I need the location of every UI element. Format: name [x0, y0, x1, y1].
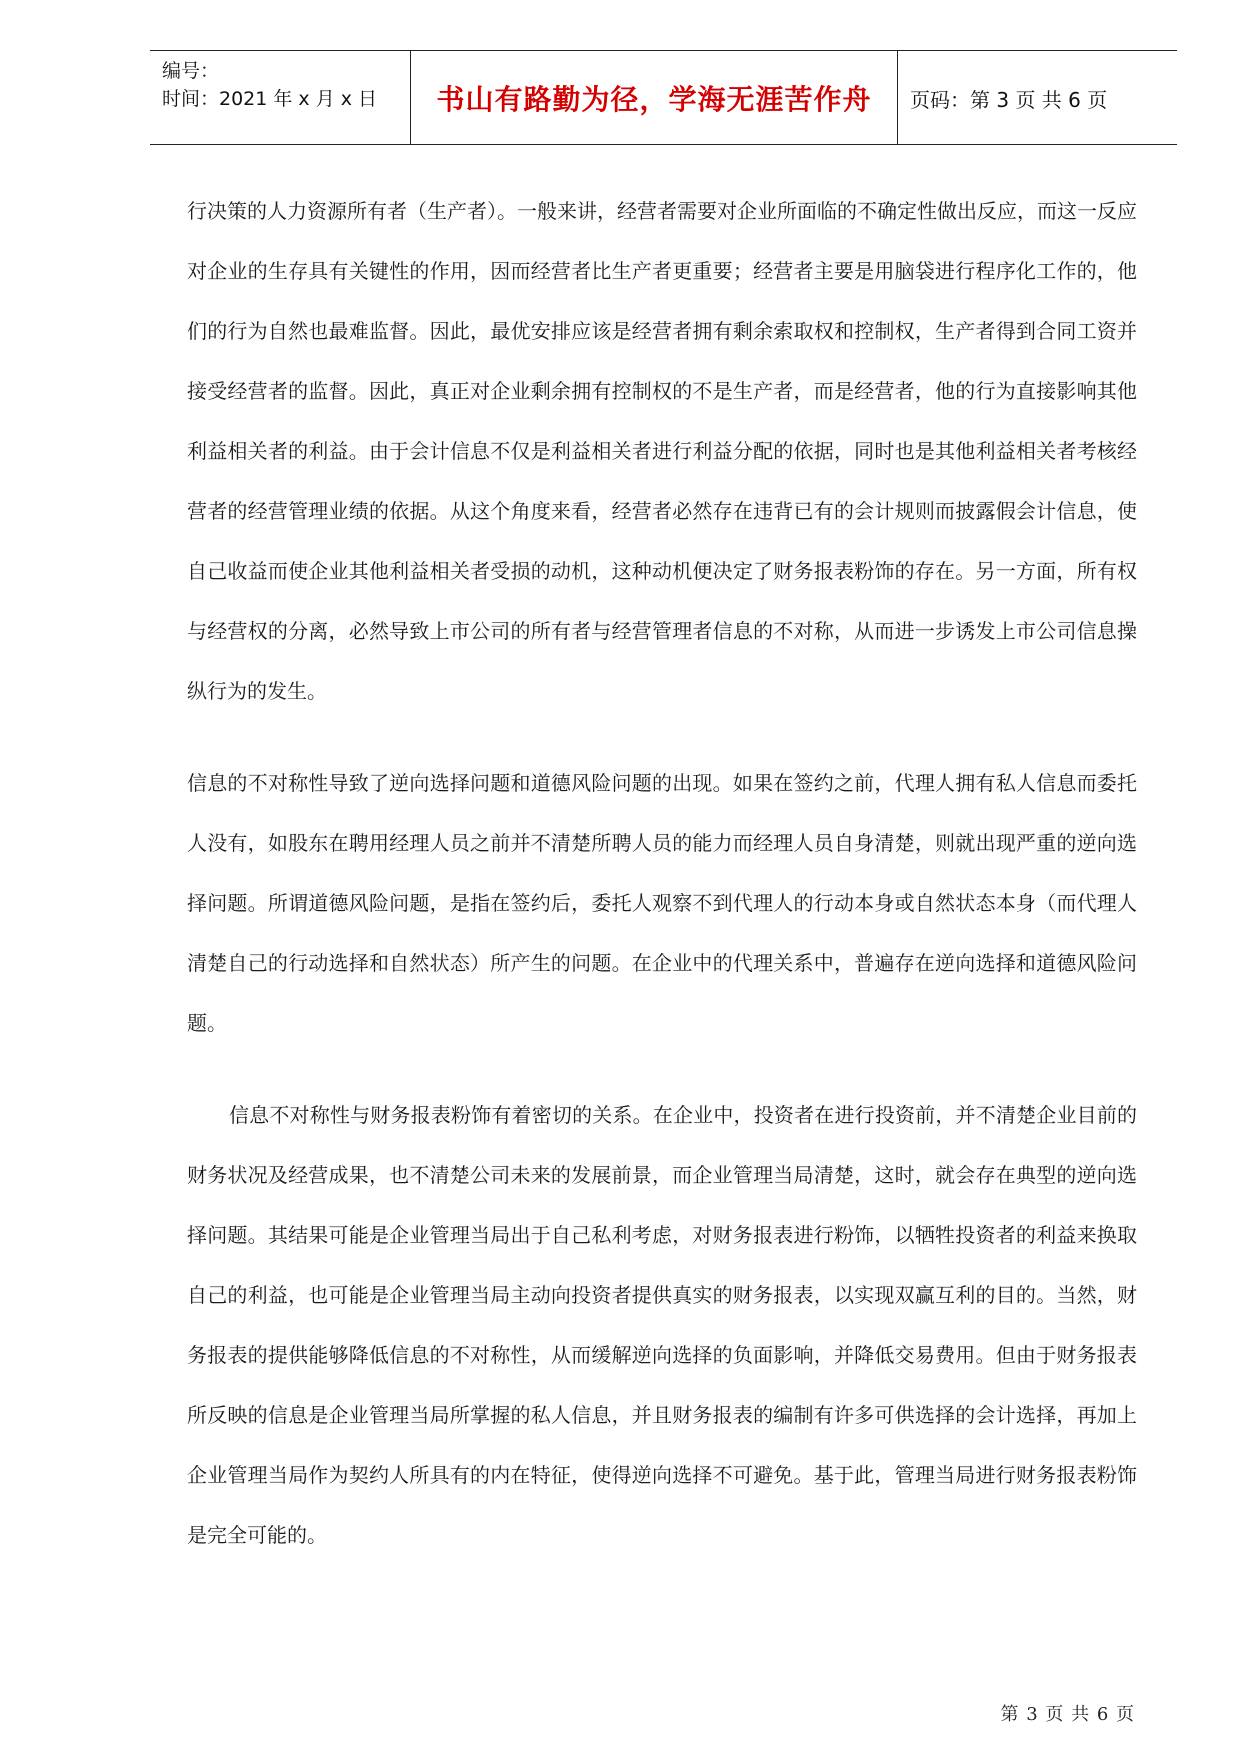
document-number-label: 编号：: [162, 60, 220, 82]
paragraph: 信息不对称性与财务报表粉饰有着密切的关系。在企业中，投资者在进行投资前，并不清楚企业目前的财务状况及经营成果，也不清楚公司未来的发展前景，而企业管理当局清楚，这时，就会存在典型的逆向选择问题。其结果可能是企业管理当局出于自己私利考虑，对财务报表进行粉饰，以牺牲投资者的利益来换取自己的利益，也可能是企业管理当局主动向投资者提供真实的财务报表，以实现双赢互利的目的。当然，财务报表的提供能够降低信息的不对称性，从而缓解逆向选择的负面影响，并降低交易费用。但由于财务报表所反映的信息是企业管理当局所掌握的私人信息，并且财务报表的编制有许多可供选择的会计选择，再加上企业管理当局作为契约人所具有的内在特征，使得逆向选择不可避免。基于此，管理当局进行财务报表粉饰是完全可能的。: [187, 1103, 1137, 1547]
document-time-label: 时间：2021 年 x 月 x 日: [162, 88, 378, 110]
header-page-info: 页码：第 3 页 共 6 页: [910, 87, 1108, 112]
page-footer: 第 3 页 共 6 页: [1000, 1704, 1135, 1725]
paragraph: 信息的不对称性导致了逆向选择问题和道德风险问题的出现。如果在签约之前，代理人拥有私人信息而委托人没有，如股东在聘用经理人员之前并不清楚所聘人员的能力而经理人员自身清楚，则就出现严重的逆向选择问题。所谓道德风险问题，是指在签约后，委托人观察不到代理人的行动本身或自然状态本身（而代理人清楚自己的行动选择和自然状态）所产生的问题。在企业中的代理关系中，普遍存在逆向选择和道德风险问题。: [187, 771, 1137, 1035]
page-header: [150, 50, 1177, 145]
body-text: [187, 181, 1137, 1565]
header-divider: [897, 51, 898, 145]
paragraph: 行决策的人力资源所有者（生产者）。一般来讲，经营者需要对企业所面临的不确定性做出反应，而这一反应对企业的生存具有关键性的作用，因而经营者比生产者更重要；经营者主要是用脑袋进行程序化工作的，他们的行为自然也最难监督。因此，最优安排应该是经营者拥有剩余索取权和控制权，生产者得到合同工资并接受经营者的监督。因此，真正对企业剩余拥有控制权的不是生产者，而是经营者，他的行为直接影响其他利益相关者的利益。由于会计信息不仅是利益相关者进行利益分配的依据，同时也是其他利益相关者考核经营者的经营管理业绩的依据。从这个角度来看，经营者必然存在违背已有的会计规则而披露假会计信息，使自己收益而使企业其他利益相关者受损的动机，这种动机便决定了财务报表粉饰的存在。另一方面，所有权与经营权的分离，必然导致上市公司的所有者与经营管理者信息的不对称，从而进一步诱发上市公司信息操纵行为的发生。: [187, 199, 1137, 703]
header-motto: 书山有路勤为径，学海无涯苦作舟: [436, 83, 872, 116]
